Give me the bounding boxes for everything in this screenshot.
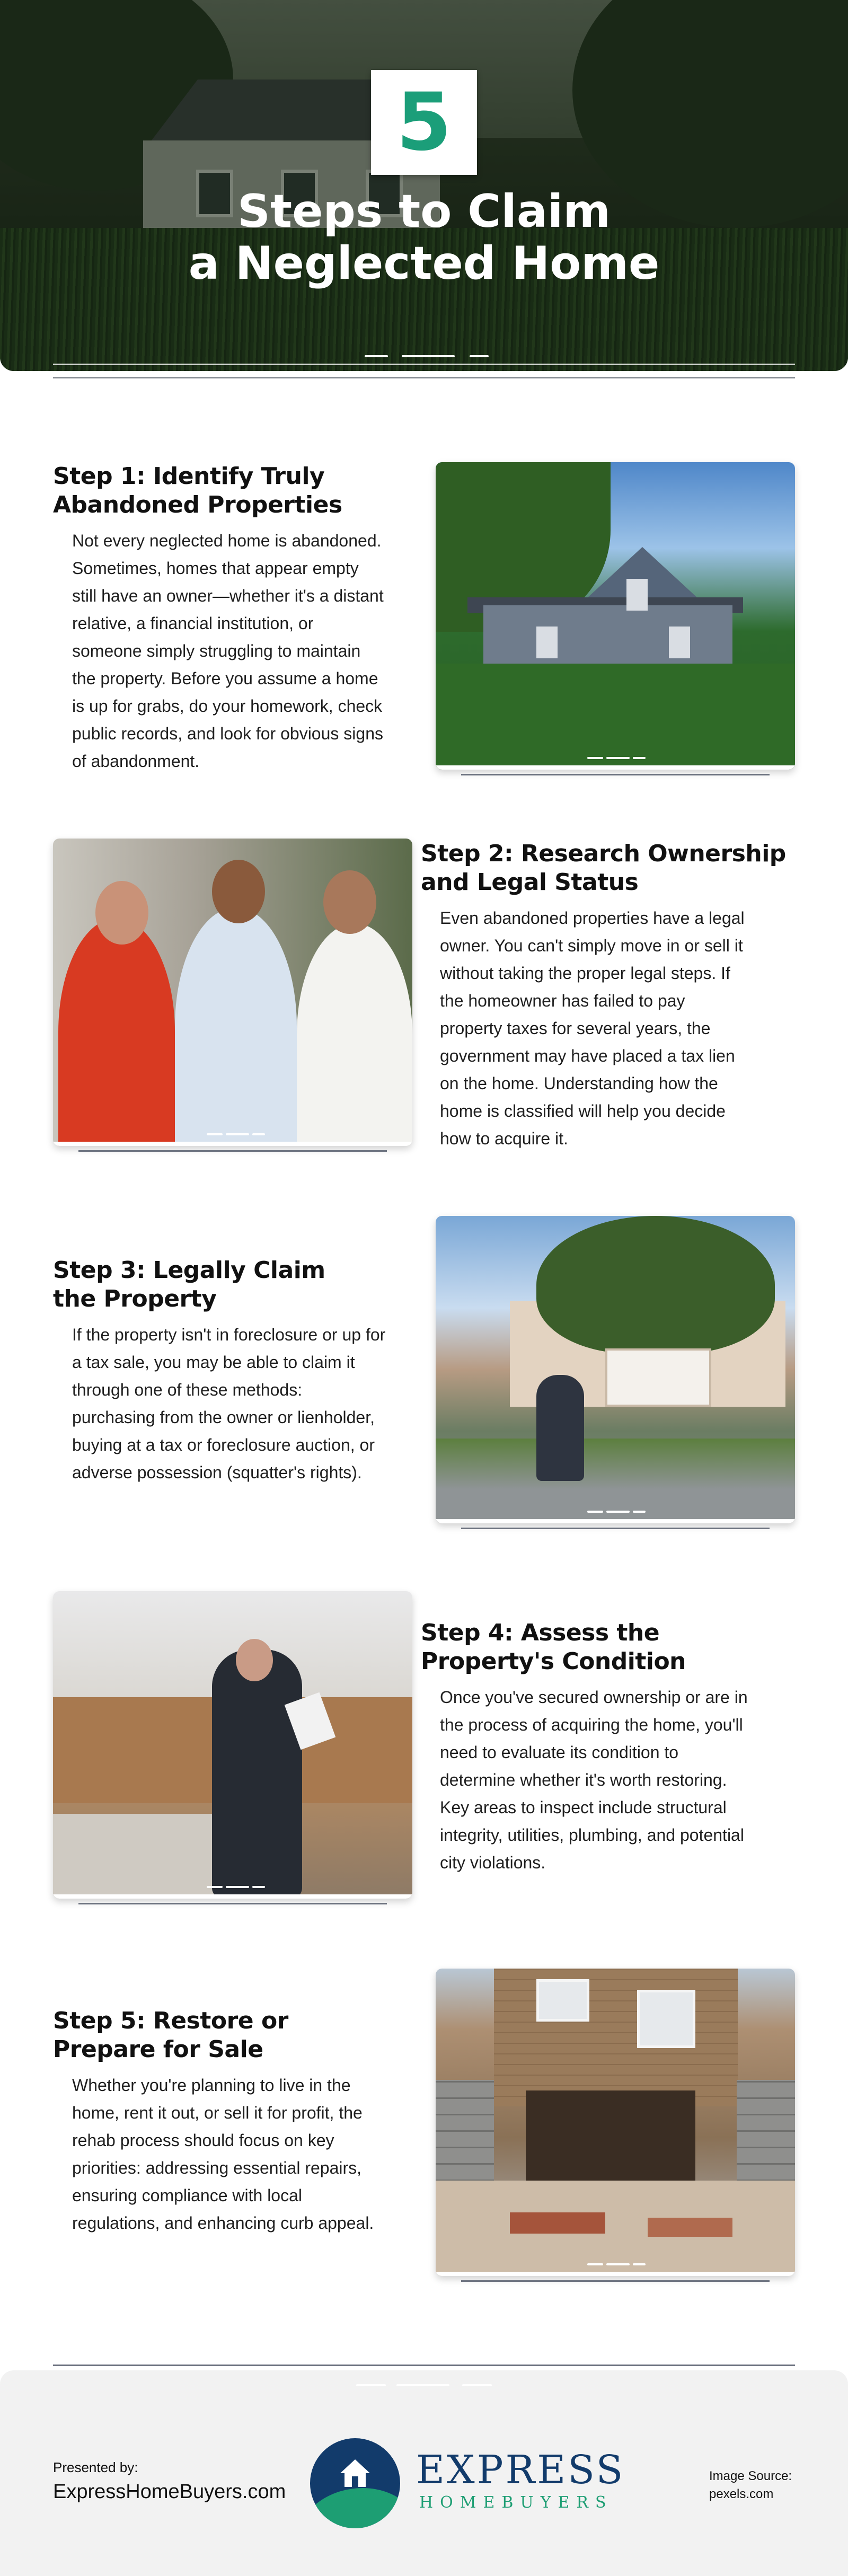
step-3-body-line: adverse possession (squatter's rights). [72, 1463, 362, 1482]
step-1-body-line: still have an owner—whether it's a distant [72, 586, 384, 605]
step-2-body-line: owner. You can't simply move in or sell it [440, 936, 743, 955]
step-2-body-line: property taxes for several years, the [440, 1019, 711, 1038]
step-1-title-line2: Abandoned Properties [53, 491, 342, 518]
logo-wordmark-homebuyers: HOMEBUYERS [419, 2493, 613, 2512]
logo-emblem [310, 2438, 400, 2528]
step-5-body-line: rehab process should focus on key [72, 2131, 334, 2150]
step-2-title-line1: Step 2: Research Ownership [421, 840, 786, 867]
step-2-title [421, 840, 786, 897]
step-5-body-line: home, rent it out, or sell it for profit, the [72, 2103, 363, 2122]
step-3-title-line2: the Property [53, 1285, 217, 1312]
image-source-value: pexels.com [709, 2487, 774, 2501]
step-3-photo-couple-in-front-of-house [436, 1216, 795, 1523]
hero-banner [0, 0, 848, 371]
logo-wordmark-express: EXPRESS [416, 2447, 625, 2493]
footer-dash [356, 2384, 386, 2386]
step-2-body-line: on the home. Understanding how the [440, 1074, 718, 1093]
step-2-body-line: the homeowner has failed to pay [440, 991, 685, 1010]
footer-dash [462, 2384, 492, 2386]
step-5-body-line: Whether you're planning to live in the [72, 2076, 351, 2095]
step-count-number: 5 [396, 76, 452, 169]
photo-underline [78, 1903, 387, 1904]
express-homebuyers-logo [310, 2438, 628, 2528]
step-4-title-line2: Property's Condition [421, 1648, 686, 1675]
step-1-body-line: Not every neglected home is abandoned. [72, 531, 382, 550]
footer-dash [396, 2384, 449, 2386]
step-5-body-line: ensuring compliance with local [72, 2186, 302, 2205]
step-4-body-line: determine whether it's worth restoring. [440, 1770, 727, 1789]
step-4-body-line: city violations. [440, 1853, 546, 1872]
step-2-body-line: home is classified will help you decide [440, 1101, 726, 1121]
step-3-body-line: purchasing from the owner or lienholder, [72, 1408, 375, 1427]
step-2-body [440, 904, 745, 1152]
step-2-body-line: how to acquire it. [440, 1129, 568, 1148]
step-4-body [440, 1683, 748, 1876]
section-divider [53, 377, 795, 378]
step-1-body-line: relative, a financial institution, or [72, 614, 314, 633]
photo-underline [461, 1528, 770, 1529]
step-4-body-line: Key areas to inspect include structural [440, 1798, 727, 1817]
step-5-title-line1: Step 5: Restore or [53, 2007, 288, 2034]
page-title-line2: a Neglected Home [188, 237, 660, 290]
step-1-body [72, 527, 384, 775]
image-source-label: Image Source: [709, 2469, 792, 2483]
step-4-body-line: the process of acquiring the home, you'll [440, 1715, 743, 1734]
step-4-title-line1: Step 4: Assess the [421, 1619, 660, 1646]
step-2-body-line: without taking the proper legal steps. If [440, 964, 730, 983]
photo-underline [78, 1150, 387, 1152]
step-5-title-line2: Prepare for Sale [53, 2036, 263, 2063]
step-1-body-line: of abandonment. [72, 752, 200, 771]
footer-divider [53, 2365, 795, 2366]
step-5-body-line: priorities: addressing essential repairs, [72, 2158, 362, 2177]
step-4-body-line: integrity, utilities, plumbing, and potential [440, 1825, 744, 1845]
hero-dash [365, 355, 388, 357]
step-3-body [72, 1321, 385, 1486]
step-2-body-line: Even abandoned properties have a legal [440, 908, 745, 928]
step-4-title [421, 1619, 686, 1676]
step-1-body-line: someone simply struggling to maintain [72, 641, 361, 660]
step-1-photo-abandoned-house [436, 462, 795, 770]
page-title [0, 186, 848, 289]
step-5-body [72, 2071, 374, 2237]
step-1-body-line: the property. Before you assume a home [72, 669, 378, 688]
hero-divider [53, 364, 795, 365]
hero-dash [402, 355, 455, 357]
step-1-body-line: Sometimes, homes that appear empty [72, 559, 359, 578]
presented-by-label: Presented by: [53, 2459, 138, 2475]
step-1-body-line: is up for grabs, do your homework, check [72, 696, 383, 716]
step-1-title-line1: Step 1: Identify Truly [53, 463, 325, 490]
presented-by-website: ExpressHomeBuyers.com [53, 2481, 286, 2503]
step-3-title [53, 1256, 325, 1313]
step-3-body-line: buying at a tax or foreclosure auction, or [72, 1435, 375, 1454]
step-1-title [53, 462, 342, 519]
step-3-title-line1: Step 3: Legally Claim [53, 1257, 325, 1284]
step-5-title [53, 2007, 288, 2064]
step-4-photo-woman-inspecting-property [53, 1591, 412, 1899]
step-count-badge [371, 70, 477, 175]
photo-underline [461, 2280, 770, 2282]
step-5-photo-house-renovation [436, 1969, 795, 2276]
page-title-line1: Steps to Claim [237, 185, 611, 238]
step-4-body-line: Once you've secured ownership or are in [440, 1688, 748, 1707]
hero-dash [470, 355, 489, 357]
step-1-body-line: public records, and look for obvious signs [72, 724, 383, 743]
step-5-body-line: regulations, and enhancing curb appeal. [72, 2213, 374, 2233]
photo-underline [461, 774, 770, 775]
step-3-body-line: a tax sale, you may be able to claim it [72, 1353, 355, 1372]
step-3-body-line: through one of these methods: [72, 1380, 303, 1399]
step-2-title-line2: and Legal Status [421, 869, 639, 896]
step-4-body-line: need to evaluate its condition to [440, 1743, 679, 1762]
house-icon [339, 2457, 371, 2489]
step-2-body-line: government may have placed a tax lien [440, 1046, 735, 1065]
step-2-photo-people-reviewing-documents [53, 839, 412, 1146]
step-3-body-line: If the property isn't in foreclosure or up for [72, 1325, 386, 1344]
